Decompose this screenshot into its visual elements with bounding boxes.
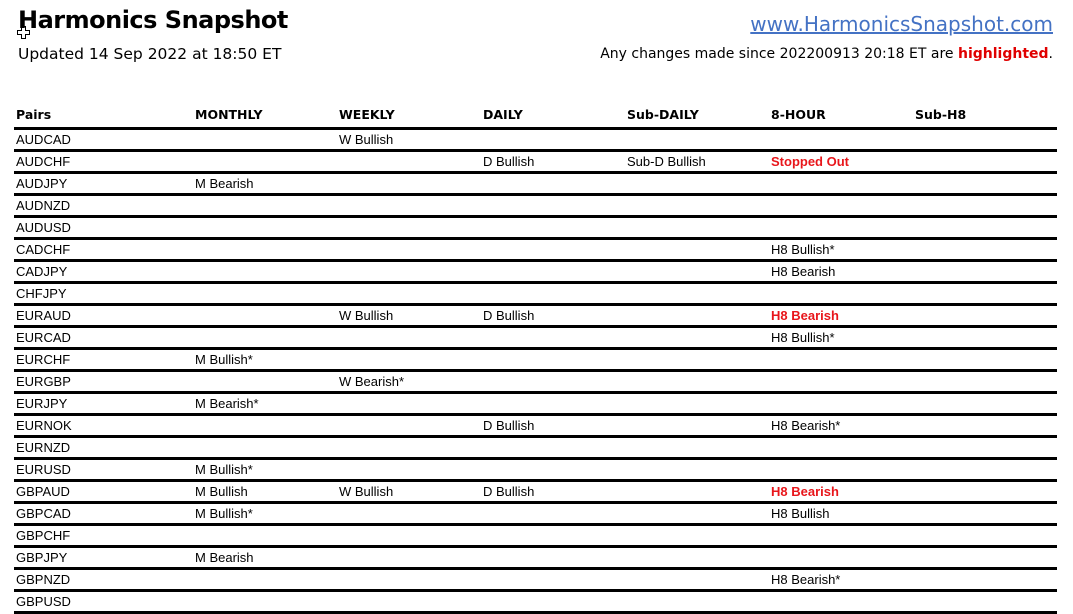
8-hour-cell: Stopped Out [771,154,849,169]
weekly-cell: W Bullish [339,484,394,499]
table-row [14,306,1057,328]
column-header-daily: DAILY [483,107,523,122]
pair-cell: EURNOK [16,418,72,433]
pair-cell: AUDNZD [16,198,71,213]
changes-suffix: . [1048,46,1053,62]
pair-cell: CADJPY [16,264,68,279]
table-row [14,372,1057,394]
monthly-cell: M Bullish* [195,462,253,477]
pair-cell: GBPAUD [16,484,70,499]
table-row [14,482,1057,504]
8-hour-cell: H8 Bearish [771,308,839,323]
monthly-cell: M Bearish [195,176,254,191]
8-hour-cell: H8 Bullish [771,506,830,521]
pair-cell: EURCHF [16,352,71,367]
column-header-pairs: Pairs [16,107,52,122]
8-hour-cell: H8 Bearish* [771,572,841,587]
table-row [14,526,1057,548]
table-row [14,284,1057,306]
daily-cell: D Bullish [483,484,535,499]
table-row [14,548,1057,570]
column-header-sub-h8: Sub-H8 [915,107,967,122]
monthly-cell: M Bearish [195,550,254,565]
weekly-cell: W Bearish* [339,374,405,389]
table-row [14,570,1057,592]
pair-cell: AUDCHF [16,154,71,169]
pair-cell: CADCHF [16,242,71,257]
highlighted-word: highlighted [957,46,1049,62]
pair-cell: GBPUSD [16,594,71,609]
pair-cell: EURAUD [16,308,71,323]
8-hour-cell: H8 Bearish [771,264,836,279]
pair-cell: EURGBP [16,374,71,389]
changes-notice [600,46,1053,62]
pair-cell: EURNZD [16,440,71,455]
8-hour-cell: H8 Bullish* [771,242,835,257]
table-row [14,438,1057,460]
8-hour-cell: H8 Bearish [771,484,839,499]
pair-cell: GBPJPY [16,550,68,565]
table-row [14,460,1057,482]
page-title: Harmonics Snapshot [18,6,288,34]
table-row [14,350,1057,372]
8-hour-cell: H8 Bullish* [771,330,835,345]
weekly-cell: W Bullish [339,132,394,147]
sub-daily-cell: Sub-D Bullish [627,154,706,169]
table-body [14,130,1057,614]
pair-cell: GBPNZD [16,572,71,587]
weekly-cell: W Bullish [339,308,394,323]
table-row [14,416,1057,438]
table-row [14,394,1057,416]
column-header-monthly: MONTHLY [195,107,263,122]
pair-cell: GBPCHF [16,528,71,543]
pair-cell: EURUSD [16,462,71,477]
table-row [14,592,1057,614]
monthly-cell: M Bearish* [195,396,259,411]
table-row [14,262,1057,284]
table-row [14,196,1057,218]
monthly-cell: M Bullish* [195,352,253,367]
daily-cell: D Bullish [483,154,535,169]
monthly-cell: M Bullish [195,484,248,499]
pair-cell: AUDJPY [16,176,68,191]
table-row [14,328,1057,350]
8-hour-cell: H8 Bearish* [771,418,841,433]
column-header-sub-daily: Sub-DAILY [627,107,699,122]
pair-cell: GBPCAD [16,506,71,521]
table-row [14,240,1057,262]
table-row [14,130,1057,152]
pair-cell: EURCAD [16,330,71,345]
table-row [14,218,1057,240]
table-row [14,504,1057,526]
harmonics-table [14,104,1057,614]
pair-cell: AUDUSD [16,220,71,235]
pair-cell: EURJPY [16,396,68,411]
updated-timestamp: Updated 14 Sep 2022 at 18:50 ET [18,45,282,63]
changes-prefix: Any changes made since 202200913 20:18 ET are [600,46,958,62]
table-row [14,152,1057,174]
website-link[interactable]: www.HarmonicsSnapshot.com [750,12,1053,36]
column-header-weekly: WEEKLY [339,107,395,122]
table-header [14,104,1057,130]
table-row [14,174,1057,196]
pair-cell: CHFJPY [16,286,67,301]
daily-cell: D Bullish [483,418,535,433]
pair-cell: AUDCAD [16,132,71,147]
monthly-cell: M Bullish* [195,506,253,521]
column-header-8-hour: 8-HOUR [771,107,826,122]
daily-cell: D Bullish [483,308,535,323]
